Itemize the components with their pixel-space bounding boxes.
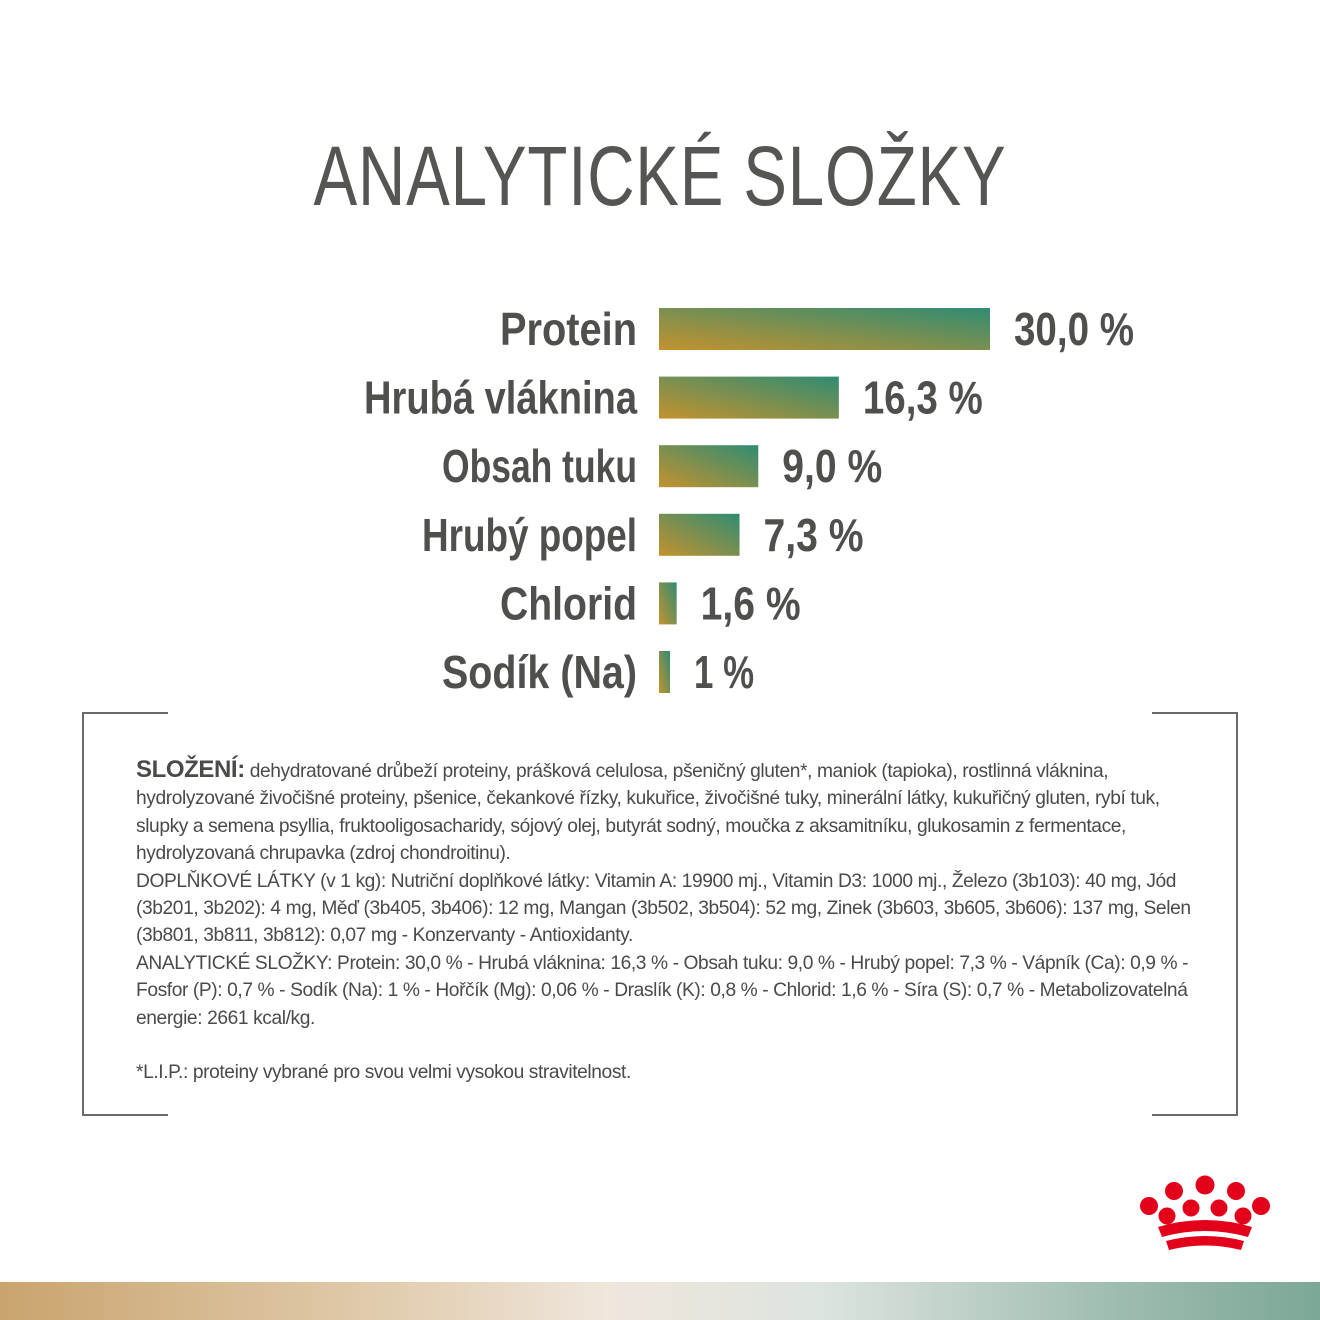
royal-canin-crown-icon xyxy=(1138,1175,1272,1255)
ingredients-text: dehydratované drůbeží proteiny, prášková celulosa, pšeničný gluten*, maniok (tapioka), rostlinná vláknina, hydrolyzované živočišné proteiny, pšenice, čekankové řízky, kukuřice, živočišné tuky, minerální látky, kukuřičný gluten, rybí tuk, slupky a semena psyllia, fruktooligosacharidy, sójový olej, butyrát sodný, moučka z aksamitníku, glukosamin z fermentace, hydrolyzovaná chrupavka (zdroj chondroitinu). xyxy=(136,761,1160,865)
bar xyxy=(659,514,740,556)
value-label: 16,3 % xyxy=(862,371,983,424)
page-title: ANALYTICKÉ SLOŽKY xyxy=(313,129,1007,223)
bar xyxy=(659,377,839,419)
category-label: Obsah tuku xyxy=(442,440,637,493)
footnote-text: *L.I.P.: proteiny vybrané pro svou velmi vysokou stravitelnost. xyxy=(136,1062,631,1084)
additives-text: DOPLŇKOVÉ LÁTKY (v 1 kg): Nutriční doplňkové látky: Vitamin A: 19900 mj., Vitamin D3: 1000 mj., Železo (3b103): 40 mg, Jód (3b201, 3b202): 4 mg, Měď (3b405, 3b406): 12 mg, Mangan (3b502, 3b504): 52 mg, Zinek (3b603, 3b605, 3b606): 137 mg, Selen (3b801, 3b811, 3b812): 0,07 mg - Konzervanty - Antioxidanty. xyxy=(136,870,1191,947)
composition-heading: SLOŽENÍ: xyxy=(136,756,245,783)
value-label: 30,0 % xyxy=(1014,303,1134,355)
category-label: Hrubá vláknina xyxy=(364,371,638,424)
bar xyxy=(659,445,758,487)
bar xyxy=(659,651,670,693)
category-label: Hrubý popel xyxy=(422,508,637,561)
category-label: Chlorid xyxy=(500,577,637,630)
category-label: Protein xyxy=(500,303,637,355)
decorative-gradient-band xyxy=(0,1282,1320,1320)
composition-box xyxy=(82,712,1238,1116)
ingredients-paragraph xyxy=(136,756,1192,868)
value-label: 1 % xyxy=(694,646,755,698)
category-label: Sodík (Na) xyxy=(442,646,637,698)
value-label: 9,0 % xyxy=(782,440,883,493)
bar xyxy=(659,308,990,350)
value-label: 1,6 % xyxy=(700,577,801,630)
bar xyxy=(659,582,677,624)
composition-text xyxy=(136,756,1192,1086)
analytical-text: ANALYTICKÉ SLOŽKY: Protein: 30,0 % - Hrubá vláknina: 16,3 % - Obsah tuku: 9,0 % - Hrubý popel: 7,3 % - Vápník (Ca): 0,9 % - Fosfor (P): 0,7 % - Sodík (Na): 1 % - Hořčík (Mg): 0,06 % - Draslík (K): 0,8 % - Chlorid: 1,6 % - Síra (S): 0,7 % - Metabolizovatelná energie: 2661 kcal/kg. xyxy=(136,952,1189,1029)
value-label: 7,3 % xyxy=(763,508,864,561)
